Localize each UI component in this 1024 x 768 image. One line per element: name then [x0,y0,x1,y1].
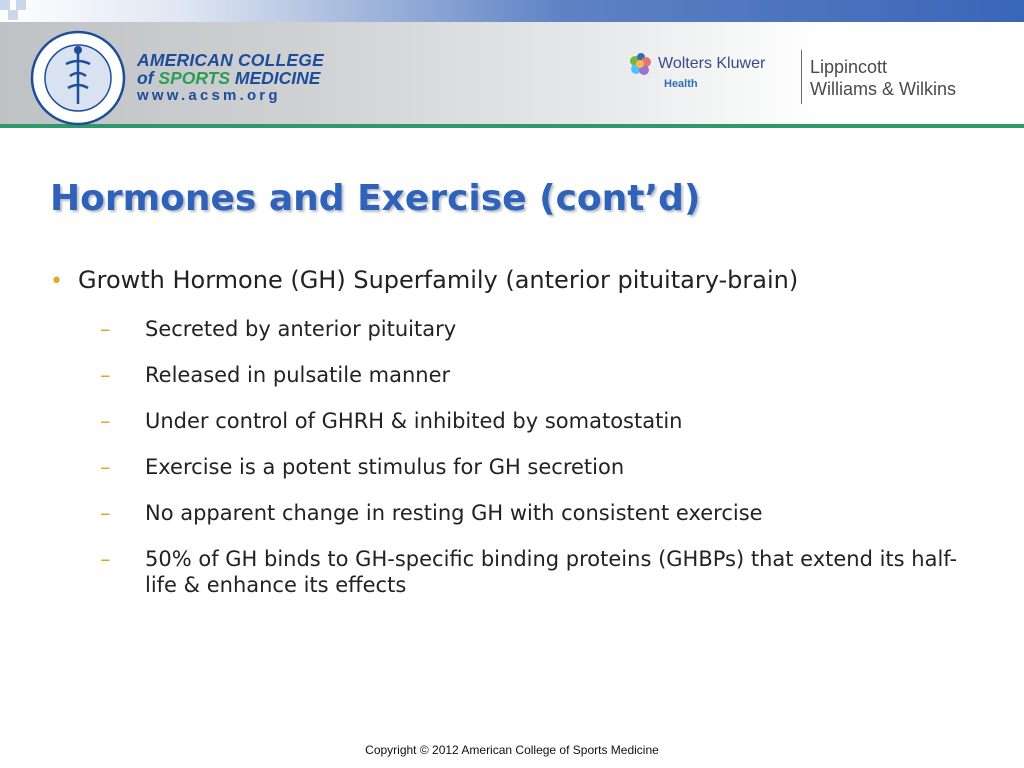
dash-icon: – [100,547,111,571]
acsm-sports: SPORTS [158,68,231,88]
logo-divider [801,50,802,104]
corner-square [0,0,10,10]
top-decorative-bar [0,0,1024,22]
sub-bullet [100,546,980,598]
sub-bullet [100,316,980,342]
bullet-dot-icon: • [50,269,63,294]
acsm-web-address: www.acsm.org [137,87,281,104]
acsm-medicine: MEDICINE [230,68,321,88]
main-bullet [50,266,1010,294]
imprint-line2: Williams & Wilkins [810,79,956,99]
copyright-footer: Copyright © 2012 American College of Sports Medicine [365,743,659,757]
imprint-line1: Lippincott [810,57,888,77]
acsm-of: of [137,68,159,88]
dash-icon: – [100,501,111,525]
publisher-subtitle: Health [664,78,698,90]
sub-bullet-list [100,316,980,618]
acsm-name-line2 [137,70,337,88]
dash-icon: – [100,363,111,387]
corner-square [16,0,26,10]
acsm-name-line1: AMERICAN COLLEGE [137,50,324,70]
sub-bullet [100,454,980,480]
sub-bullet [100,408,980,434]
main-bullet-text: Growth Hormone (GH) Superfamily (anterior pituitary-brain) [78,266,799,294]
acsm-seal-icon [30,30,126,126]
sub-bullet-text: No apparent change in resting GH with consistent exercise [145,501,763,525]
sub-bullet-text: Released in pulsatile manner [145,363,451,387]
header-divider [0,124,1024,128]
dash-icon: – [100,409,111,433]
publisher-name: Wolters Kluwer [658,55,766,72]
dash-icon: – [100,317,111,341]
imprint-name [810,56,956,100]
slide-title: Hormones and Exercise (cont’d) [50,178,701,219]
acsm-wordmark [137,52,337,106]
corner-square [8,10,18,20]
sub-bullet-text: 50% of GH binds to GH-specific binding proteins (GHBPs) that extend its half-life & enhance its effects [145,547,958,597]
wolters-kluwer-logo-icon [624,50,658,84]
sub-bullet [100,362,980,388]
sub-bullet-text: Secreted by anterior pituitary [145,317,457,341]
sub-bullet-text: Exercise is a potent stimulus for GH secretion [145,455,625,479]
sub-bullet-text: Under control of GHRH & inhibited by somatostatin [145,409,683,433]
dash-icon: – [100,455,111,479]
sub-bullet [100,500,980,526]
